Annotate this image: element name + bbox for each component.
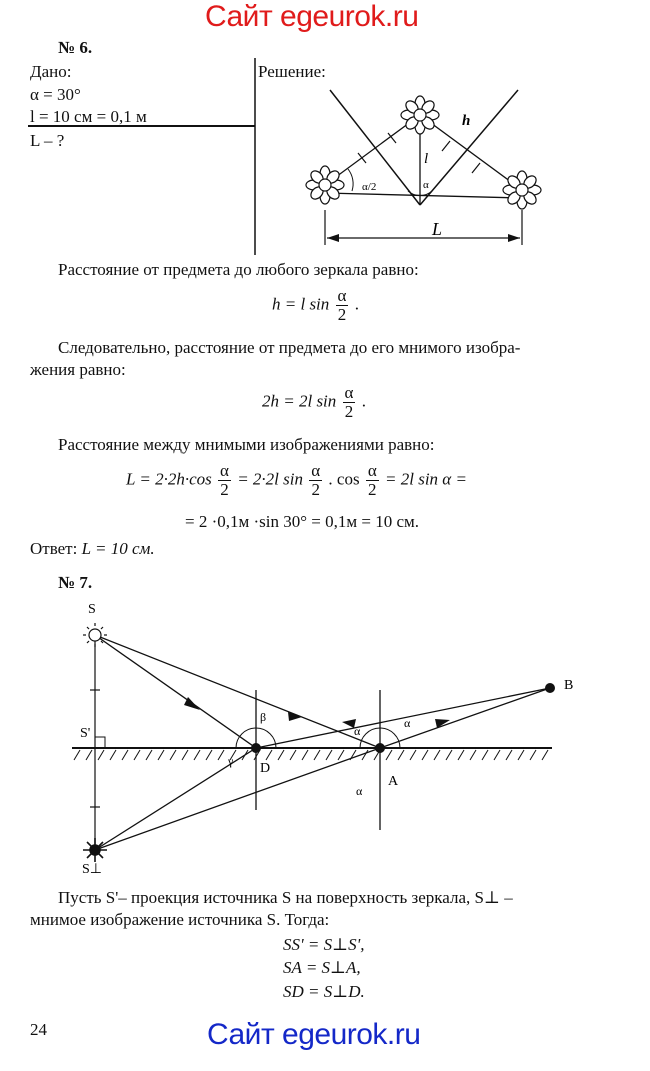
given-label: Дано: (30, 62, 72, 81)
p6-text-2a: Следовательно, расстояние от предмета до его мнимого изобра- (58, 338, 521, 357)
given-l: l = 10 см = 0,1 м (30, 107, 147, 126)
label-S-image: S⊥ (82, 862, 102, 875)
label-gamma: γ (228, 754, 234, 768)
label-alpha: α (423, 179, 429, 191)
p6-text-3: Расстояние между мнимыми изображениями равно: (58, 435, 435, 454)
figure-7-reflection (70, 595, 610, 875)
label-beta: β (260, 710, 267, 724)
label-A: A (388, 774, 399, 789)
figure-6-mirrors (290, 85, 560, 255)
p7-equation-1: SS' = S⊥S', (283, 935, 365, 954)
p7-equation-3: SD = S⊥D. (283, 982, 365, 1001)
p6-text-2b: жения равно: (30, 360, 126, 379)
solution-label: Решение: (258, 62, 326, 81)
given-alpha: α = 30° (30, 85, 81, 104)
p7-text-1b: мнимое изображение источника S. Тогда: (30, 910, 330, 929)
page-number: 24 (30, 1020, 47, 1039)
label-l: l (424, 151, 429, 167)
label-alpha-1: α (354, 724, 361, 738)
label-S-prime: S' (80, 726, 91, 741)
p6-equation-2: 2h = 2l sin $\frac{\alpha}{2}$ . (262, 383, 366, 421)
label-alpha-3: α (356, 784, 363, 798)
label-alpha-2: α (404, 716, 411, 730)
label-B: B (564, 678, 574, 693)
label-S: S (88, 602, 96, 617)
p7-equation-2: SA = S⊥A, (283, 958, 361, 977)
p6-equation-4: = 2 ·0,1м ·sin 30° = 0,1м = 10 см. (185, 512, 420, 531)
p6-equation-1: h = l sin $\frac{\alpha}{2}$ . (272, 286, 359, 324)
problem-6-number: № 6. (58, 38, 93, 57)
p7-text-1a: Пусть S'– проекция источника S на поверхность зеркала, S⊥ – (58, 888, 513, 907)
site-watermark-top: Сайт egeurok.ru (205, 0, 419, 33)
p6-text-1: Расстояние от предмета до любого зеркала равно: (58, 260, 419, 279)
p6-equation-3: L = 2·2h·cos $\frac{\alpha}{2}$ = 2·2l sin $\frac{\alpha}{2}$ . cos $\frac{\alpha}{2}$ = 2l sin α = (126, 461, 467, 499)
label-h: h (462, 113, 471, 129)
label-L: L (432, 219, 443, 239)
site-watermark-bottom: Сайт egeurok.ru (207, 1018, 421, 1051)
problem-7-number: № 7. (58, 573, 93, 592)
label-D: D (260, 761, 271, 776)
label-alpha-half: α/2 (362, 181, 377, 193)
find-L: L – ? (30, 131, 65, 150)
p6-answer: Ответ: L = 10 см. (30, 539, 155, 558)
